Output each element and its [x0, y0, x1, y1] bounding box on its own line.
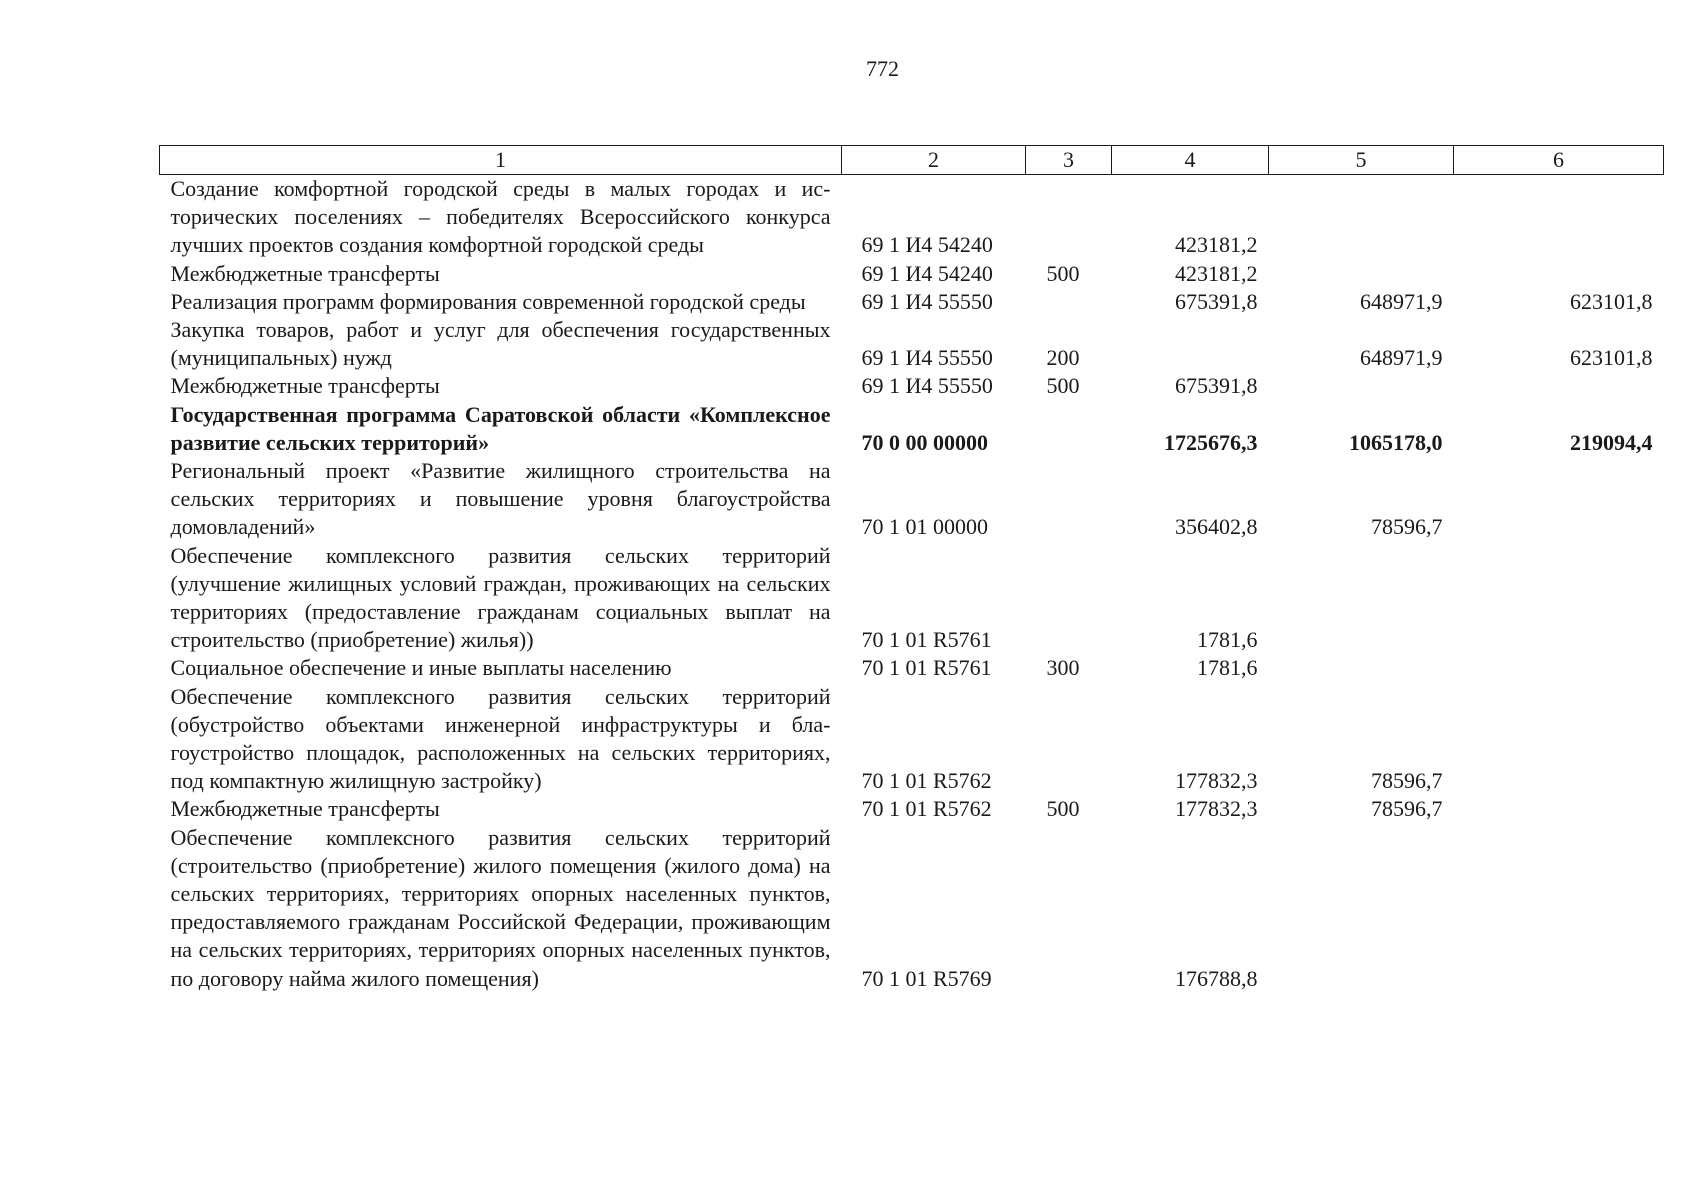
budget-table-container [159, 145, 1663, 993]
table-row [160, 795, 1664, 823]
row-value-col5 [1269, 372, 1454, 400]
header-col-1: 1 [160, 146, 842, 175]
row-value-col4: 176788,8 [1175, 965, 1258, 991]
row-code-cell: 69 1 И4 55550 [861, 288, 993, 314]
header-col-4: 4 [1112, 146, 1269, 175]
row-value-col6 [1454, 683, 1664, 796]
row-code-cell: 69 1 И4 55550 [861, 373, 993, 399]
row-name-cell: Социальное обеспечение и иные выплаты населению [170, 655, 672, 681]
row-type-cell [1026, 401, 1112, 457]
row-code-cell: 70 1 01 00000 [861, 514, 988, 540]
table-row [160, 372, 1664, 400]
row-code-cell: 70 0 00 00000 [861, 429, 988, 455]
row-type-cell [1026, 542, 1112, 655]
row-name-cell: Обеспечение комплексного развития сельских территорий (улучшение жилищных условий граждан, проживающих на сельских территориях (предоставление гражданам социальных выплат на строительство (приобретение) жилья)) [170, 542, 831, 653]
row-code-cell: 69 1 И4 54240 [861, 260, 993, 286]
row-value-col4: 177832,3 [1175, 796, 1258, 822]
row-value-col6 [1454, 175, 1664, 260]
row-value-col5 [1269, 175, 1454, 260]
row-value-col6 [1454, 824, 1664, 993]
row-type-cell: 500 [1046, 796, 1080, 822]
row-value-col6 [1454, 542, 1664, 655]
row-value-col4 [1112, 316, 1269, 372]
row-type-cell [1026, 683, 1112, 796]
row-code-cell: 69 1 И4 55550 [861, 345, 993, 371]
row-value-col4: 675391,8 [1175, 288, 1258, 314]
header-col-3: 3 [1026, 146, 1112, 175]
row-value-col4: 1781,6 [1197, 627, 1258, 653]
row-value-col4: 177832,3 [1175, 768, 1258, 794]
row-type-cell [1026, 288, 1112, 316]
table-row [160, 654, 1664, 682]
row-code-cell: 69 1 И4 54240 [861, 232, 993, 258]
row-value-col6: 623101,8 [1570, 345, 1653, 371]
row-name-cell: Закупка товаров, работ и услуг для обеспечения государственных (муниципальных) нужд [170, 317, 831, 371]
table-row [160, 401, 1664, 457]
row-value-col5 [1269, 824, 1454, 993]
row-value-col6 [1454, 372, 1664, 400]
row-value-col4: 675391,8 [1175, 373, 1258, 399]
row-code-cell: 70 1 01 R5762 [861, 796, 992, 822]
table-row [160, 824, 1664, 993]
row-value-col5 [1269, 260, 1454, 288]
row-type-cell: 500 [1046, 373, 1080, 399]
row-name-cell: Обеспечение комплексного развития сельских территорий (обустройство объектами инженерной инфраструктуры и благоустройство площадок, расположенных на сельских территориях, под компактную жилищную застройку) [170, 683, 831, 794]
table-row [160, 175, 1664, 260]
table-row [160, 457, 1664, 542]
row-value-col5 [1269, 654, 1454, 682]
row-type-cell [1026, 175, 1112, 260]
row-value-col6: 219094,4 [1570, 429, 1653, 455]
row-value-col5 [1269, 542, 1454, 655]
row-code-cell: 70 1 01 R5762 [861, 768, 992, 794]
table-row [160, 260, 1664, 288]
table-row [160, 542, 1664, 655]
row-value-col5: 648971,9 [1360, 345, 1443, 371]
row-value-col4: 423181,2 [1175, 260, 1258, 286]
row-name-cell: Межбюджетные трансферты [170, 373, 440, 399]
page-number: 772 [866, 56, 899, 81]
table-body [160, 175, 1664, 993]
header-col-5: 5 [1269, 146, 1454, 175]
row-value-col6 [1454, 457, 1664, 542]
table-row [160, 316, 1664, 372]
header-col-6: 6 [1454, 146, 1664, 175]
row-value-col4: 356402,8 [1175, 514, 1258, 540]
row-value-col6: 623101,8 [1570, 288, 1653, 314]
row-value-col4: 1725676,3 [1164, 429, 1258, 455]
row-name-cell: Государственная программа Саратовской области «Комплексное развитие сельских территорий» [170, 401, 831, 455]
row-value-col4: 1781,6 [1197, 655, 1258, 681]
table-row [160, 683, 1664, 796]
table-header [160, 146, 1664, 175]
row-value-col6 [1454, 654, 1664, 682]
row-name-cell: Обеспечение комплексного развития сельских территорий (строительство (приобретение) жилого помещения (жилого дома) на сельских территориях, территориях опорных населенных пунктов, предоставляемого гражданам Российской Федерации, проживающим на сельских территориях, территориях опорных населенных пунктов, по договору найма жилого помещения) [170, 824, 831, 991]
row-value-col4: 423181,2 [1175, 232, 1258, 258]
row-value-col5: 78596,7 [1371, 768, 1443, 794]
header-row [160, 146, 1664, 175]
row-type-cell [1026, 824, 1112, 993]
row-code-cell: 70 1 01 R5761 [861, 627, 992, 653]
row-name-cell: Региональный проект «Развитие жилищного строительства на сельских территориях и повышение уровня благоустройства домовладений» [170, 458, 831, 540]
header-col-2: 2 [842, 146, 1026, 175]
row-type-cell: 500 [1046, 260, 1080, 286]
row-type-cell: 200 [1046, 345, 1080, 371]
row-value-col5: 1065178,0 [1349, 429, 1443, 455]
row-value-col6 [1454, 795, 1664, 823]
row-code-cell: 70 1 01 R5769 [861, 965, 992, 991]
row-value-col5: 648971,9 [1360, 288, 1443, 314]
row-name-cell: Создание комфортной городской среды в малых городах и исторических поселениях – победителях Всероссийского конкурса лучших проектов создания комфортной городской среды [170, 176, 831, 258]
row-code-cell: 70 1 01 R5761 [861, 655, 992, 681]
row-name-cell: Межбюджетные трансферты [170, 796, 440, 822]
row-type-cell [1026, 457, 1112, 542]
row-name-cell: Реализация программ формирования современной городской среды [170, 288, 806, 314]
row-type-cell: 300 [1046, 655, 1080, 681]
table-row [160, 288, 1664, 316]
row-name-cell: Межбюджетные трансферты [170, 260, 440, 286]
budget-table [159, 145, 1664, 993]
row-value-col5: 78596,7 [1371, 796, 1443, 822]
row-value-col5: 78596,7 [1371, 514, 1443, 540]
row-value-col6 [1454, 260, 1664, 288]
